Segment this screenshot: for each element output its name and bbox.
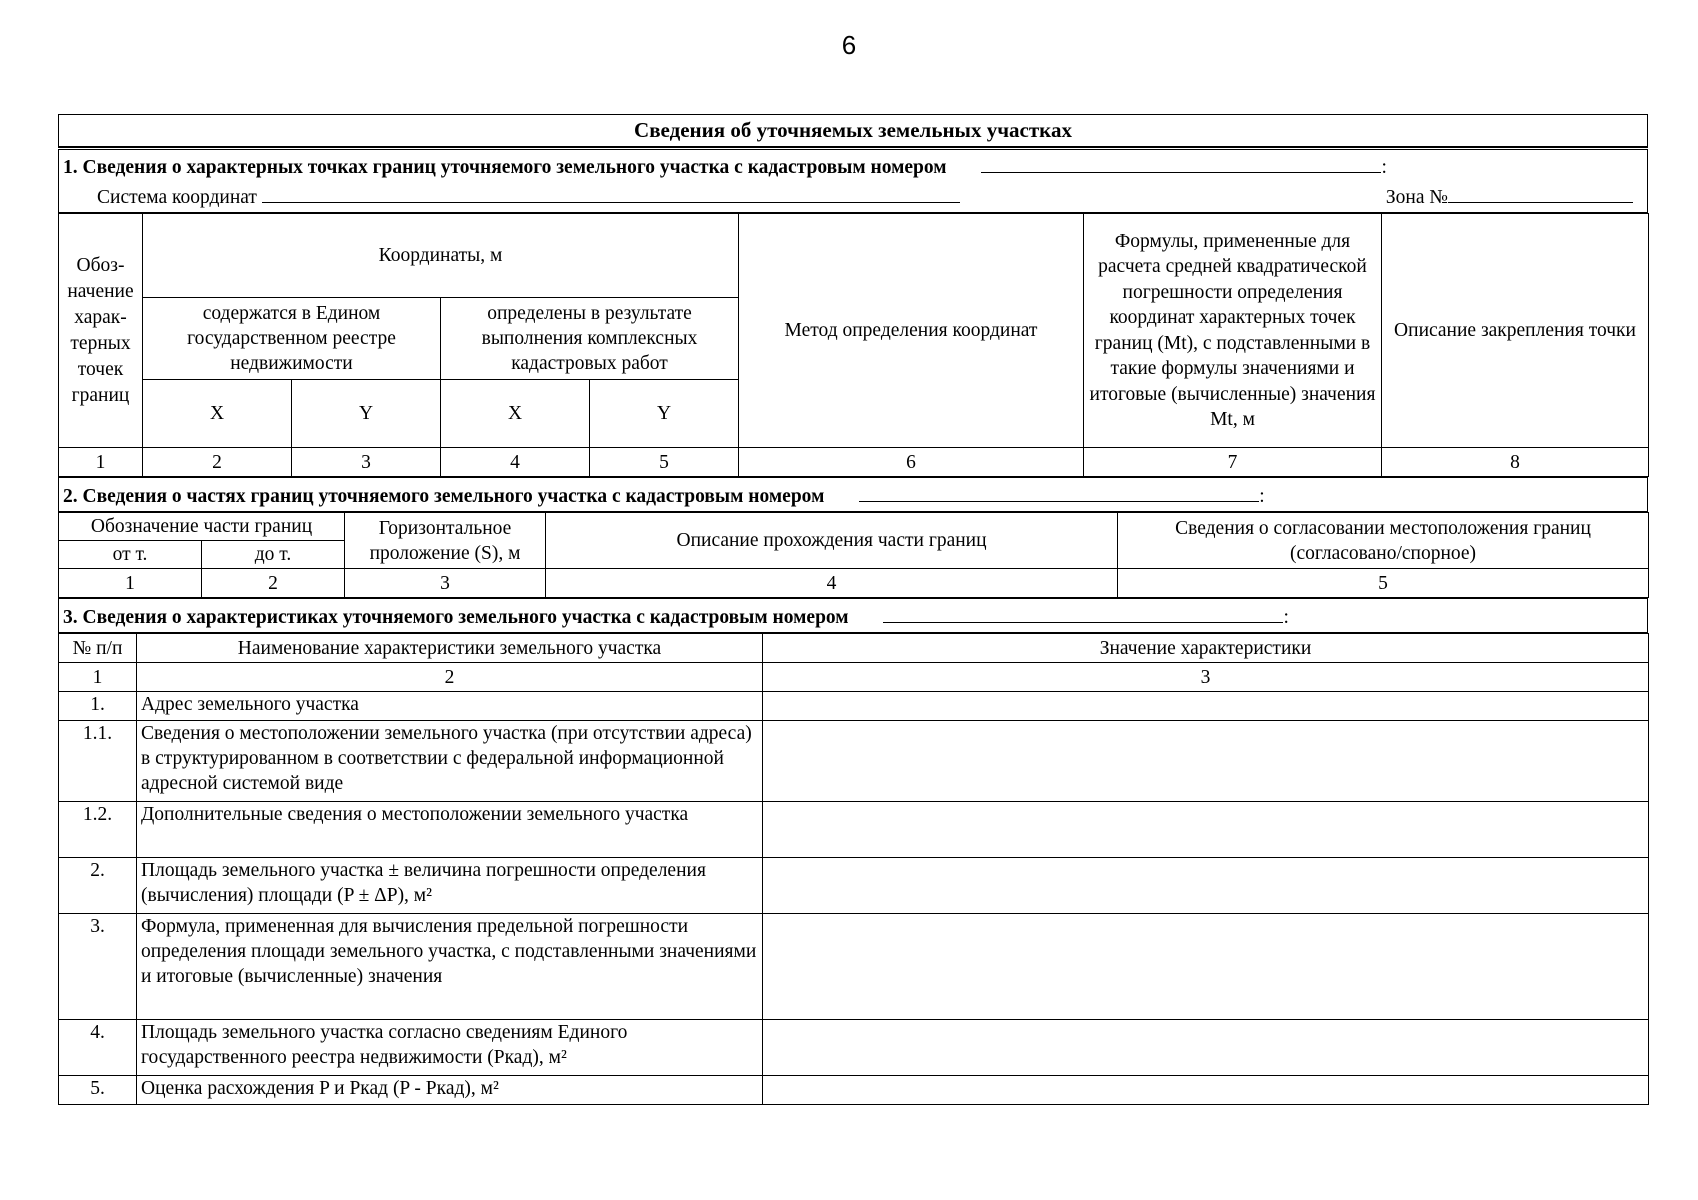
col-number: 2 xyxy=(143,448,292,477)
row-name: Площадь земельного участка ± величина погрешности определения (вычисления) площади (P ± ΔP), м² xyxy=(137,858,763,914)
coord-system-label: Система координат xyxy=(97,187,257,208)
section1-cadastral-number-field[interactable] xyxy=(981,152,1381,173)
col-number: 2 xyxy=(137,663,763,692)
header-designation: Обоз-начение харак-терных точек границ xyxy=(59,214,143,448)
table-row xyxy=(59,721,1649,802)
points-table xyxy=(58,213,1649,477)
header-complex: определены в результате выполнения комплексных кадастровых работ xyxy=(441,298,739,380)
row-name: Формула, примененная для вычисления предельной погрешности определения площади земельного участка, с подставленными значениями и итоговые (вычисленные) значения xyxy=(137,914,763,1020)
header-num: № п/п xyxy=(59,634,137,663)
row-number: 1.2. xyxy=(59,802,137,858)
row-name: Сведения о местоположении земельного участка (при отсутствии адреса) в структурированном в соответствии с федеральной информационной адресной системой виде xyxy=(137,721,763,802)
section3-cadastral-number-field[interactable] xyxy=(883,602,1283,623)
section1-heading-table: 1. Сведения о характерных точках границ уточняемого земельного участка с кадастровым номером : Система координат Зона № xyxy=(58,147,1648,213)
row-value-cell[interactable] xyxy=(763,1020,1649,1076)
section3-heading-table: 3. Сведения о характеристиках уточняемого земельного участка с кадастровым номером : xyxy=(58,598,1648,633)
header-fixing: Описание закрепления точки xyxy=(1382,214,1649,448)
row-value-cell[interactable] xyxy=(763,802,1649,858)
table-row xyxy=(59,1020,1649,1076)
row-value-cell[interactable] xyxy=(763,721,1649,802)
page-number: 6 xyxy=(841,30,857,60)
coord-system-field[interactable] xyxy=(262,182,960,203)
land-plot-form xyxy=(58,114,1648,1105)
col-number: 4 xyxy=(441,448,590,477)
section2-heading-table: 2. Сведения о частях границ уточняемого земельного участка с кадастровым номером : xyxy=(58,477,1648,512)
col-number: 3 xyxy=(292,448,441,477)
section2-cadastral-number-field[interactable] xyxy=(859,481,1259,502)
row-value-cell[interactable] xyxy=(763,914,1649,1020)
col-number: 5 xyxy=(1118,569,1649,598)
col-number: 1 xyxy=(59,663,137,692)
characteristics-table xyxy=(58,633,1649,1105)
table-row xyxy=(59,914,1649,1020)
col-number: 8 xyxy=(1382,448,1649,477)
col-number: 5 xyxy=(590,448,739,477)
table-row xyxy=(59,692,1649,721)
row-name: Площадь земельного участка согласно сведениям Единого государственного реестра недвижимости (Pкад), м² xyxy=(137,1020,763,1076)
col-number: 6 xyxy=(739,448,1084,477)
col-number: 1 xyxy=(59,448,143,477)
row-name: Оценка расхождения P и Pкад (P - Pкад), м² xyxy=(137,1076,763,1105)
zone-label: Зона № xyxy=(1385,187,1448,208)
col-number: 1 xyxy=(59,569,202,598)
header-formulas: Формулы, примененные для расчета средней квадратической погрешности определения координат характерных точек границ (Mt), с подставленными в такие формулы значениями и итоговые (вычисленные) значения Mt, м xyxy=(1084,214,1382,448)
row-number: 2. xyxy=(59,858,137,914)
header-to: до т. xyxy=(202,541,345,569)
header-coordinates: Координаты, м xyxy=(143,214,739,298)
row-number: 3. xyxy=(59,914,137,1020)
col-number: 4 xyxy=(546,569,1118,598)
title-table xyxy=(58,114,1648,147)
header-egrn: содержатся в Едином государственном реестре недвижимости xyxy=(143,298,441,380)
parts-table xyxy=(58,512,1649,598)
header-part: Обозначение части границ xyxy=(59,513,345,541)
col-number: 3 xyxy=(345,569,546,598)
row-value-cell[interactable] xyxy=(763,1076,1649,1105)
row-number: 1.1. xyxy=(59,721,137,802)
col-number: 7 xyxy=(1084,448,1382,477)
row-number: 4. xyxy=(59,1020,137,1076)
form-title: Сведения об уточняемых земельных участках xyxy=(59,115,1648,147)
table-row xyxy=(59,802,1649,858)
section2-heading: 2. Сведения о частях границ уточняемого земельного участка с кадастровым номером xyxy=(63,485,825,507)
row-number: 1. xyxy=(59,692,137,721)
row-name: Дополнительные сведения о местоположении земельного участка xyxy=(137,802,763,858)
row-number: 5. xyxy=(59,1076,137,1105)
header-x1: X xyxy=(143,380,292,448)
row-value-cell[interactable] xyxy=(763,692,1649,721)
header-y2: Y xyxy=(590,380,739,448)
header-name: Наименование характеристики земельного участка xyxy=(137,634,763,663)
header-method: Метод определения координат xyxy=(739,214,1084,448)
table-row xyxy=(59,1076,1649,1105)
section1-heading: 1. Сведения о характерных точках границ уточняемого земельного участка с кадастровым номером xyxy=(63,157,947,178)
row-name: Адрес земельного участка xyxy=(137,692,763,721)
header-x2: X xyxy=(441,380,590,448)
zone-field[interactable] xyxy=(1448,182,1633,203)
table-row xyxy=(59,858,1649,914)
header-y1: Y xyxy=(292,380,441,448)
header-horizontal: Горизонтальное проложение (S), м xyxy=(345,513,546,569)
row-value-cell[interactable] xyxy=(763,858,1649,914)
header-description: Описание прохождения части границ xyxy=(546,513,1118,569)
header-from: от т. xyxy=(59,541,202,569)
section3-heading: 3. Сведения о характеристиках уточняемого земельного участка с кадастровым номером xyxy=(63,606,849,628)
col-number: 3 xyxy=(763,663,1649,692)
header-value: Значение характеристики xyxy=(763,634,1649,663)
header-agreement: Сведения о согласовании местоположения границ (согласовано/спорное) xyxy=(1118,513,1649,569)
col-number: 2 xyxy=(202,569,345,598)
